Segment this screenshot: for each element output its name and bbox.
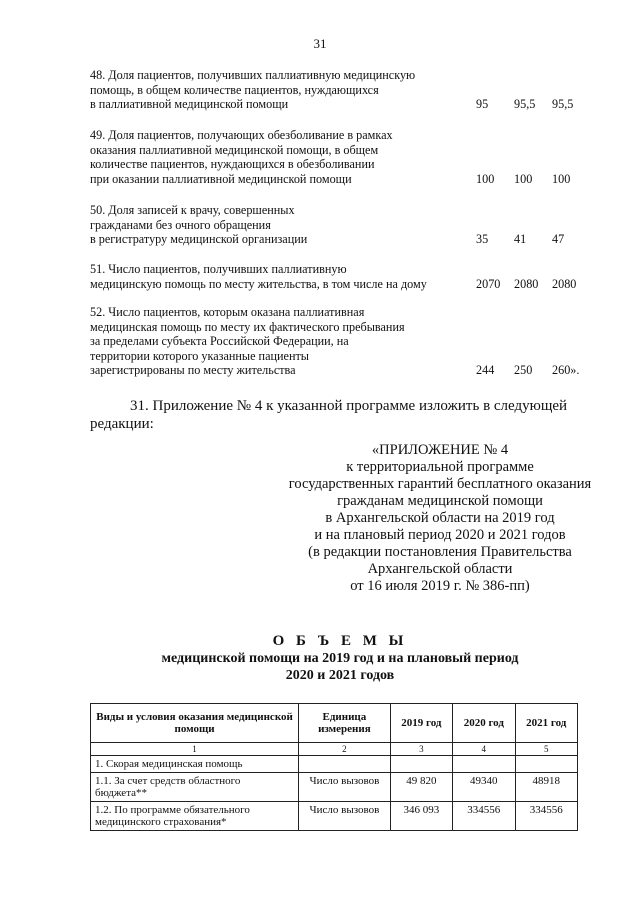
table-row xyxy=(91,773,578,802)
appendix-line: гражданам медицинской помощи xyxy=(337,493,543,509)
value-2020: 95,5 xyxy=(514,97,536,111)
row-name: 1.2. По программе обязательного медицинского страхования* xyxy=(91,802,299,831)
page-number: 31 xyxy=(313,36,327,51)
indicator-line: медицинскую помощь по месту жительства, в том числе на дому xyxy=(90,276,427,291)
heading-title: О Б Ъ Е М Ы xyxy=(272,633,408,649)
row-value-2020: 334556 xyxy=(453,802,515,831)
row-value-2021: 48918 xyxy=(515,773,577,802)
heading-line: медицинской помощи на 2019 год и на плановый период xyxy=(161,651,519,666)
value-2019: 35 xyxy=(476,232,489,246)
indicator-line: 52. Число пациентов, которым оказана паллиативная xyxy=(90,305,365,319)
column-number: 2 xyxy=(299,743,391,756)
value-2020: 100 xyxy=(514,171,533,186)
indicator-49 xyxy=(90,128,590,186)
value-2021: 2080 xyxy=(552,276,577,291)
value-2019: 244 xyxy=(476,363,495,377)
appendix-line: в Архангельской области на 2019 год xyxy=(325,510,555,526)
row-name: 1.1. За счет средств областного бюджета** xyxy=(91,773,299,802)
indicator-52 xyxy=(90,305,590,378)
appendix-line: государственных гарантий бесплатного оказания xyxy=(288,476,592,492)
indicator-values xyxy=(476,97,590,112)
row-value-2019: 49 820 xyxy=(390,773,452,802)
table-row xyxy=(91,802,578,831)
appendix-line: к территориальной программе xyxy=(346,459,534,475)
indicator-values xyxy=(476,172,590,187)
column-header: Виды и условия оказания медицинской помощи xyxy=(91,704,299,743)
value-2021: 47 xyxy=(552,232,565,246)
appendix-line: от 16 июля 2019 г. № 386-пп) xyxy=(350,578,530,594)
indicator-line: зарегистрированы по месту жительства xyxy=(90,363,296,377)
row-unit xyxy=(299,756,391,773)
appendix-header xyxy=(260,442,620,595)
appendix-line: и на плановый период 2020 и 2021 годов xyxy=(314,527,566,543)
row-unit: Число вызовов xyxy=(299,802,391,831)
value-2020: 41 xyxy=(514,232,527,246)
appendix-line: «ПРИЛОЖЕНИЕ № 4 xyxy=(371,442,509,458)
value-2021: 95,5 xyxy=(552,97,574,111)
value-2021: 260». xyxy=(552,363,580,377)
column-number: 5 xyxy=(515,743,577,756)
value-2019: 100 xyxy=(476,171,495,186)
indicator-48 xyxy=(90,68,590,112)
volumes-table xyxy=(90,703,578,831)
column-header: 2019 год xyxy=(390,704,452,743)
paragraph-line: 31. Приложение № 4 к указанной программе изложить в следующей xyxy=(130,398,568,414)
column-number: 4 xyxy=(453,743,515,756)
table-row xyxy=(91,756,578,773)
value-2021: 100 xyxy=(552,171,571,186)
indicator-text xyxy=(90,203,460,247)
paragraph-line: редакции: xyxy=(90,416,154,432)
indicator-line: гражданами без очного обращения xyxy=(90,217,271,232)
row-value-2020 xyxy=(453,756,515,773)
indicator-line: в паллиативной медицинской помощи xyxy=(90,97,289,111)
indicator-text xyxy=(90,68,460,112)
row-value-2019: 346 093 xyxy=(390,802,452,831)
indicator-text xyxy=(90,128,460,186)
indicator-line: оказания паллиативной медицинской помощи, в общем xyxy=(90,142,379,157)
value-2020: 2080 xyxy=(514,276,539,291)
indicator-values xyxy=(476,232,590,247)
indicator-values xyxy=(476,277,590,292)
indicator-text xyxy=(90,262,460,291)
appendix-line: (в редакции постановления Правительства xyxy=(308,544,572,560)
indicator-line: 49. Доля пациентов, получающих обезболивание в рамках xyxy=(90,128,393,142)
value-2019: 2070 xyxy=(476,276,501,291)
row-value-2019 xyxy=(390,756,452,773)
indicator-line: 48. Доля пациентов, получивших паллиативную медицинскую xyxy=(90,68,416,82)
row-name: 1. Скорая медицинская помощь xyxy=(91,756,299,773)
indicator-values xyxy=(476,363,590,378)
row-value-2021 xyxy=(515,756,577,773)
row-value-2021: 334556 xyxy=(515,802,577,831)
column-number-row xyxy=(91,743,578,756)
column-number: 1 xyxy=(91,743,299,756)
column-header: Единица измерения xyxy=(299,704,391,743)
row-value-2020: 49340 xyxy=(453,773,515,802)
indicator-text xyxy=(90,305,460,378)
column-number: 3 xyxy=(390,743,452,756)
row-unit: Число вызовов xyxy=(299,773,391,802)
column-header: 2020 год xyxy=(453,704,515,743)
column-header: 2021 год xyxy=(515,704,577,743)
indicator-line: при оказании паллиативной медицинской помощи xyxy=(90,171,352,186)
indicator-line: территории которого указанные пациенты xyxy=(90,348,309,363)
indicator-line: количестве пациентов, нуждающихся в обезболивании xyxy=(90,157,375,171)
indicator-line: помощь, в общем количестве пациентов, нуждающихся xyxy=(90,82,379,97)
indicator-line: за пределами субъекта Российской Федерации, на xyxy=(90,334,349,348)
heading-line: 2020 и 2021 годов xyxy=(285,668,395,683)
indicator-51 xyxy=(90,262,590,291)
value-2019: 95 xyxy=(476,97,489,111)
table-header-row xyxy=(91,704,578,743)
indicator-line: 51. Число пациентов, получивших паллиативную xyxy=(90,262,347,276)
indicator-line: медицинская помощь по месту их фактического пребывания xyxy=(90,319,405,334)
indicator-line: 50. Доля записей к врачу, совершенных xyxy=(90,203,295,217)
paragraph-31 xyxy=(90,397,590,433)
indicator-50 xyxy=(90,203,590,247)
volumes-heading xyxy=(90,633,590,684)
appendix-line: Архангельской области xyxy=(367,561,513,577)
value-2020: 250 xyxy=(514,363,533,377)
indicator-line: в регистратуру медицинской организации xyxy=(90,232,308,246)
